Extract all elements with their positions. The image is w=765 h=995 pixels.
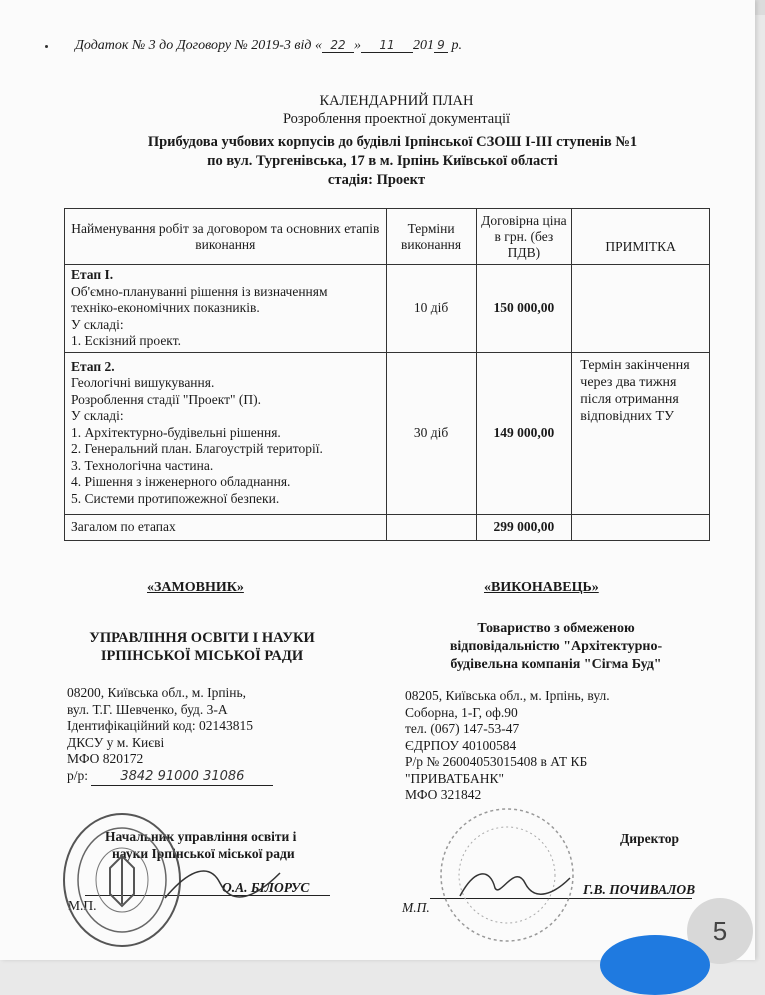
customer-sign-name: О.А. БІЛОРУС — [222, 880, 310, 895]
stage-cell — [65, 352, 387, 514]
contractor-name — [396, 620, 716, 674]
stage-line: 2. Генеральний план. Благоустрій території. — [71, 441, 323, 457]
address-line: Р/р № 26004053015408 в АТ КБ — [405, 754, 588, 769]
note-cell — [572, 265, 710, 353]
project-address: по вул. Тургенівська, 17 в м. Ірпінь Київської області — [207, 153, 558, 169]
floating-action-button[interactable] — [600, 935, 710, 995]
address-line: ЄДРПОУ 40100584 — [405, 737, 517, 753]
address-line: тел. (067) 147-53-47 — [405, 721, 520, 736]
table-header-row — [65, 209, 710, 265]
handwritten-year: 9 — [434, 38, 448, 53]
contractor-role: «ВИКОНАВЕЦЬ» — [484, 580, 599, 595]
stage-line: Розроблення стадії "Проект" (П). — [71, 391, 262, 407]
plan-subtitle: Розроблення проектної документації — [282, 111, 511, 127]
stage-line: 5. Системи протипожежної безпеки. — [71, 490, 280, 506]
customer-address — [67, 685, 273, 786]
col-header-works: Найменування робіт за договором та основних етапів виконання — [65, 209, 387, 265]
appendix-header — [75, 38, 462, 54]
address-line: Соборна, 1-Г, оф.90 — [405, 704, 518, 720]
year-prefix: 201 — [412, 38, 434, 53]
customer-mp: М.П. — [68, 898, 97, 913]
total-note-cell — [572, 514, 710, 540]
stage-line: 1. Архітектурно-будівельні рішення. — [71, 424, 281, 440]
table-row — [65, 352, 710, 514]
contractor-sign-name: Г.В. ПОЧИВАЛОВ — [583, 882, 696, 897]
address-line: "ПРИВАТБАНК" — [405, 770, 505, 786]
address-line: вул. Т.Г. Шевченко, буд. 3-А — [67, 701, 228, 717]
col-header-terms: Терміни виконання — [386, 209, 476, 265]
customer-name-line1: УПРАВЛІННЯ ОСВІТИ І НАУКИ — [89, 630, 315, 646]
handwritten-account: 3842 91000 31086 — [91, 769, 273, 787]
customer-role: «ЗАМОВНИК» — [147, 580, 244, 595]
contractor-sign-title: Директор — [620, 831, 680, 846]
total-empty-cell — [386, 514, 476, 540]
customer-name-line2: ІРПІНСЬКОЇ МІСЬКОЇ РАДИ — [100, 648, 304, 664]
stage-line: техніко-економічних показників. — [71, 300, 260, 315]
address-line: Ідентифікаційний код: 02143815 — [67, 718, 254, 733]
stage-line: У складі: — [71, 408, 124, 424]
stage-line: 1. Ескізний проект. — [71, 333, 181, 348]
customer-signature — [160, 858, 290, 908]
total-label: Загалом по етапах — [65, 514, 387, 540]
stage-line: Геологічні вишукування. — [71, 375, 215, 391]
stage-title: Етап 2. — [71, 358, 115, 374]
address-line: МФО 820172 — [67, 751, 144, 766]
handwritten-month: 11 — [361, 38, 413, 53]
stage-cell — [65, 265, 387, 353]
note-cell: Термін закінчення через два тижня після отримання відповідних ТУ — [572, 352, 710, 514]
contractor-name-line: Товариство з обмеженою — [477, 621, 635, 636]
contractor-address — [405, 688, 610, 804]
stage-title: Етап І. — [71, 267, 114, 282]
plan-title: КАЛЕНДАРНИЙ ПЛАН — [319, 93, 474, 109]
appendix-prefix: Додаток № 3 до Договору № 2019-3 від « — [75, 38, 322, 53]
price-cell: 150 000,00 — [476, 265, 572, 353]
stage-line: Об'ємно-плануванні рішення із визначенням — [71, 283, 328, 299]
term-cell: 10 діб — [386, 265, 476, 353]
schedule-table — [64, 208, 710, 541]
table-row — [65, 265, 710, 353]
customer-sign-title-1: Начальник управління освіти і — [105, 829, 297, 844]
address-line: ДКСУ у м. Києві — [67, 734, 165, 750]
date-separator: » — [353, 38, 361, 53]
customer-sign-title-2: науки Ірпінської міської ради — [112, 846, 295, 861]
address-line: 08200, Київська обл., м. Ірпінь, — [67, 685, 247, 700]
appendix-suffix: р. — [447, 38, 462, 53]
col-header-note: ПРИМІТКА — [572, 209, 710, 265]
col-header-price: Договірна ціна в грн. (без ПДВ) — [476, 209, 572, 265]
contractor-name-line: відповідальністю "Архітектурно- — [449, 639, 663, 654]
account-label: р/р: — [67, 767, 89, 783]
project-stage: стадія: Проект — [327, 172, 426, 188]
stage-line: У складі: — [71, 316, 124, 332]
contractor-mp: М.П. — [402, 900, 430, 915]
stray-mark — [45, 45, 48, 48]
address-line: 08205, Київська обл., м. Ірпінь, вул. — [405, 688, 610, 703]
stage-line: 4. Рішення з інженерного обладнання. — [71, 474, 291, 490]
price-cell: 149 000,00 — [476, 352, 572, 514]
handwritten-day: 22 — [322, 38, 354, 53]
table-total-row — [65, 514, 710, 540]
stage-line: 3. Технологічна частина. — [71, 457, 214, 473]
contractor-signature — [455, 858, 575, 903]
project-name: Прибудова учбових корпусів до будівлі Ірпінської СЗОШ І-ІІІ ступенів №1 — [147, 134, 638, 150]
page-number-badge[interactable]: 5 — [687, 898, 753, 964]
total-value: 299 000,00 — [476, 514, 572, 540]
term-cell: 30 діб — [386, 352, 476, 514]
address-line: МФО 321842 — [405, 787, 482, 802]
contractor-name-line: будівельна компанія "Сігма Буд" — [450, 657, 662, 672]
